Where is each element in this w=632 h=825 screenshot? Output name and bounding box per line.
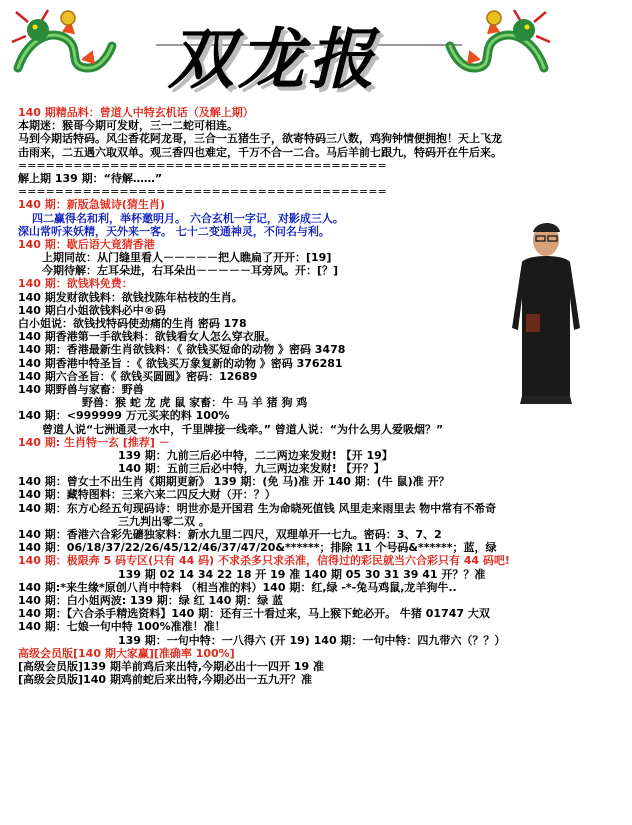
section-heading: 140 期：欲钱料免费：: [18, 277, 133, 291]
text-line: 140 期：五前三后必中特，九三两边来发财! 【开？】: [118, 462, 385, 476]
text-line: 三九判出零二双 。: [118, 514, 210, 528]
text-line: 140 期：白小姐两波: 139 期：绿 红 140 期：绿 蓝: [18, 593, 284, 607]
text-line: 140 期六合圣旨：《 欲钱买圆圆》密码：12689: [18, 369, 258, 383]
section-heading: 140 期：极限奔 5 码专区(只有 44 码) 不求杀多只求杀准，信得过的彩民就当六合彩只有 44 码吧!: [18, 554, 510, 568]
left-dragon-icon: [8, 8, 120, 84]
text-line: 140 期香港第一手欲钱料：欲钱看女人怎么穿衣服。: [18, 330, 276, 344]
poem-line: 深山常听来妖精，天外来一客。 七十二变通神灵，不问名与利。: [18, 224, 330, 238]
text-line: 140 期：藏特图料：三来六来二四反大财（开：？）: [18, 488, 276, 502]
divider: ========================================: [18, 158, 387, 172]
text-line: [高级会员版]140 期鸡前蛇后来出特,今期必出一五九开？准: [18, 673, 313, 687]
text-line: 139 期 02 14 34 22 18 开 19 准 140 期 05 30 31 39 41 开？？准: [118, 567, 486, 581]
text-line: 140 期：香港最新生肖欲钱料：《 欲钱买短命的动物 》密码 3478: [18, 343, 346, 357]
text-line: 140 期香港中特圣旨 ：《 欲钱买万象复新的动物 》密码 376281: [18, 356, 343, 370]
content: [18, 106, 618, 686]
text-line: 140 期：【六合杀手精选资料】140 期：还有三十看过来，马上猴下蛇必开。 牛猪 01747 大双: [18, 607, 490, 621]
section-heading: 140 期：新版急铖诗(猜生肖): [18, 198, 165, 212]
text-line: 白小姐说：欲钱找特码使劲痛的生肖 密码 178: [18, 317, 247, 330]
text-line: 本期迷：猴哥今期可发财，三一二蛇可相连。: [18, 119, 238, 133]
right-dragon-icon: [442, 8, 554, 84]
section-heading: 140 期：歇后语大竟猜香港: [18, 237, 155, 251]
text-line: 140 期野兽与家畜：野兽: [18, 382, 144, 396]
text-line: 解上期 139 期：“待解……”: [18, 171, 163, 185]
section-heading: 高级会员版[140 期大家赢][准确率 100%]: [18, 646, 235, 660]
text-line: 140 期：东方心经五句现码诗：明世亦是开国君 生为命晓死值钱 风里走来雨里去 物中常有不希奇: [18, 501, 497, 515]
text-line: 140 期：06/18/37/22/26/45/12/46/37/47/20&******；排除 11 个号码&******；蓝，绿: [18, 541, 497, 555]
text-line: 140 期白小姐欲钱料必中®码: [18, 303, 166, 317]
text-line: 140 期：曾女士不出生肖《期期更新》 139 期：(免 马)准 开 140 期：(牛 鼠)准 开？: [18, 475, 450, 489]
text-line: 140 期：七娘一句中特 100%准准！准！: [18, 620, 226, 634]
text-line: 140 期发财欲钱料：欲钱找陈年枯枝的生肖。: [18, 290, 243, 304]
text-line: [高级会员版]139 期羊前鸡后来出特,今期必出十一四开 19 准: [18, 659, 324, 673]
text-line: 139 期：九前三后必中特，二二两边来发财! 【开 19】: [118, 448, 393, 462]
section-heading: 140 期: 生肖特一玄 [推荐] －: [18, 435, 170, 449]
text-line: 140 期：香港六合彩先礳独家料：新水九里二四尺，双理单开一七九。密码：3、7、2: [18, 528, 442, 541]
text-line: 野兽：猴 蛇 龙 虎 鼠 家畜：牛 马 羊 猪 狗 鸡: [82, 396, 308, 410]
text-line: 曾道人说“七洲通灵一水中，千里牌接一线牵。” 曾道人说：“为什么男人爱吸烟？”: [42, 422, 444, 436]
divider: ========================================: [18, 185, 387, 199]
poem-line: 四二赢得名和利，举杯邀明月。 六合玄机一字记，对影成三人。: [32, 211, 344, 225]
text-line: 今期待解：左耳朵进，右耳朵出－－－－－耳旁风。开：[？]: [42, 264, 339, 278]
text-line: 上期同故：从门缝里看人－－－－－把人瞧扁了开开：[19]: [42, 251, 332, 265]
text-line: 140 期:*来生缘*原创八肖中特料 （相当准的料）140 期：红,绿 -*-兔马鸡鼠,龙羊狗牛..: [18, 580, 457, 594]
text-line: 140 期：<999999 万元买来的料 100%: [18, 409, 230, 423]
page-title: 双龙报: [168, 20, 378, 98]
section-heading: 140 期精品料：曾道人中特玄机话（及解上期）: [18, 106, 254, 119]
text-line: 击雨来，二五遇六取双单。观三香四也难定，千万不合一二合。马后羊前七跟九，特码开在牛后来。: [18, 145, 502, 159]
text-line: 马到今期话特码。风尘香花阿龙哥，三合一五猪生子，欲寄特码三八数，鸡狗钟情便拥抱！天上飞龙: [18, 132, 502, 146]
text-line: 139 期：一句中特：一八得六 (开 19) 140 期：一句中特：四九带六（？？）: [118, 633, 506, 647]
